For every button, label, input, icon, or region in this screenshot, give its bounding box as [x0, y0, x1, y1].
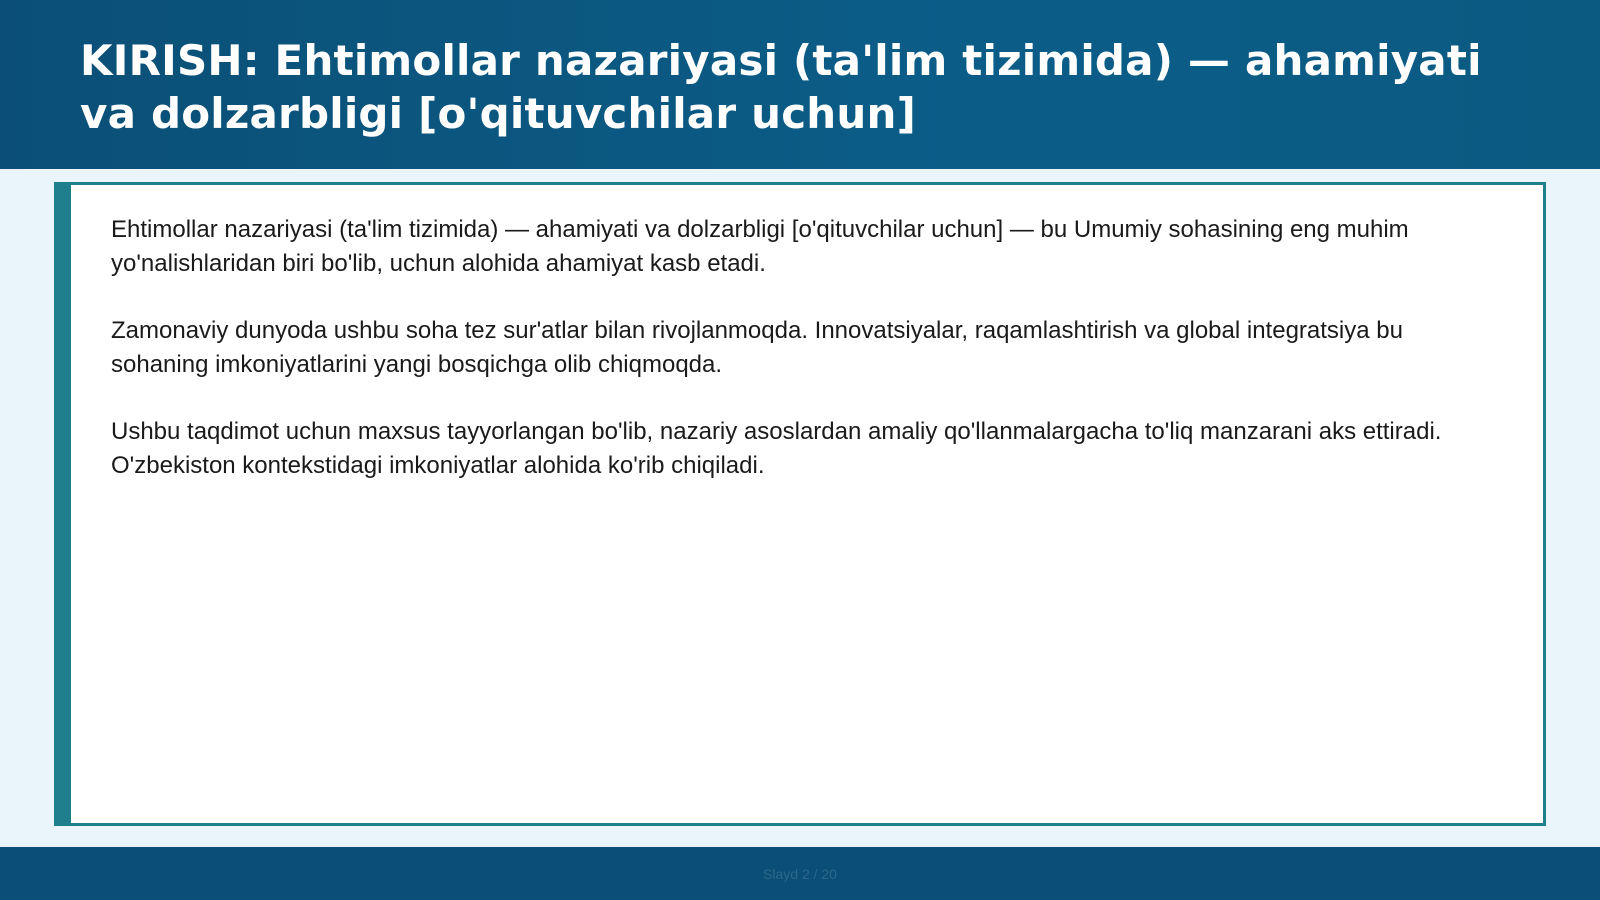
paragraph-intro: Ehtimollar nazariyasi (ta'lim tizimida) — ahamiyati va dolzarbligi [o'qituvchilar uchun] — bu Umumiy sohasining eng muhim yo'nalishlaridan biri bo'lib, uchun alohida ahamiyat kasb etadi.	[111, 216, 1409, 277]
slide-number: Slayd 2 / 20	[763, 865, 837, 882]
slide-title: KIRISH: Ehtimollar nazariyasi (ta'lim tizimida) — ahamiyati va dolzarbligi [o'qituvchilar uchun]	[80, 36, 1482, 138]
content-card	[54, 182, 1546, 826]
slide-header	[0, 0, 1600, 169]
paragraph-modern-world: Zamonaviy dunyoda ushbu soha tez sur'atlar bilan rivojlanmoqda. Innovatsiyalar, raqamlashtirish va global integratsiya bu sohaning imkoniyatlarini yangi bosqichga olib chiqmoqda.	[111, 317, 1403, 378]
paragraph-presentation: Ushbu taqdimot uchun maxsus tayyorlangan bo'lib, nazariy asoslardan amaliy qo'llanmalargacha to'liq manzarani aks ettiradi. O'zbekiston kontekstidagi imkoniyatlar alohida ko'rib chiqiladi.	[111, 418, 1442, 479]
slide-footer	[0, 847, 1600, 900]
